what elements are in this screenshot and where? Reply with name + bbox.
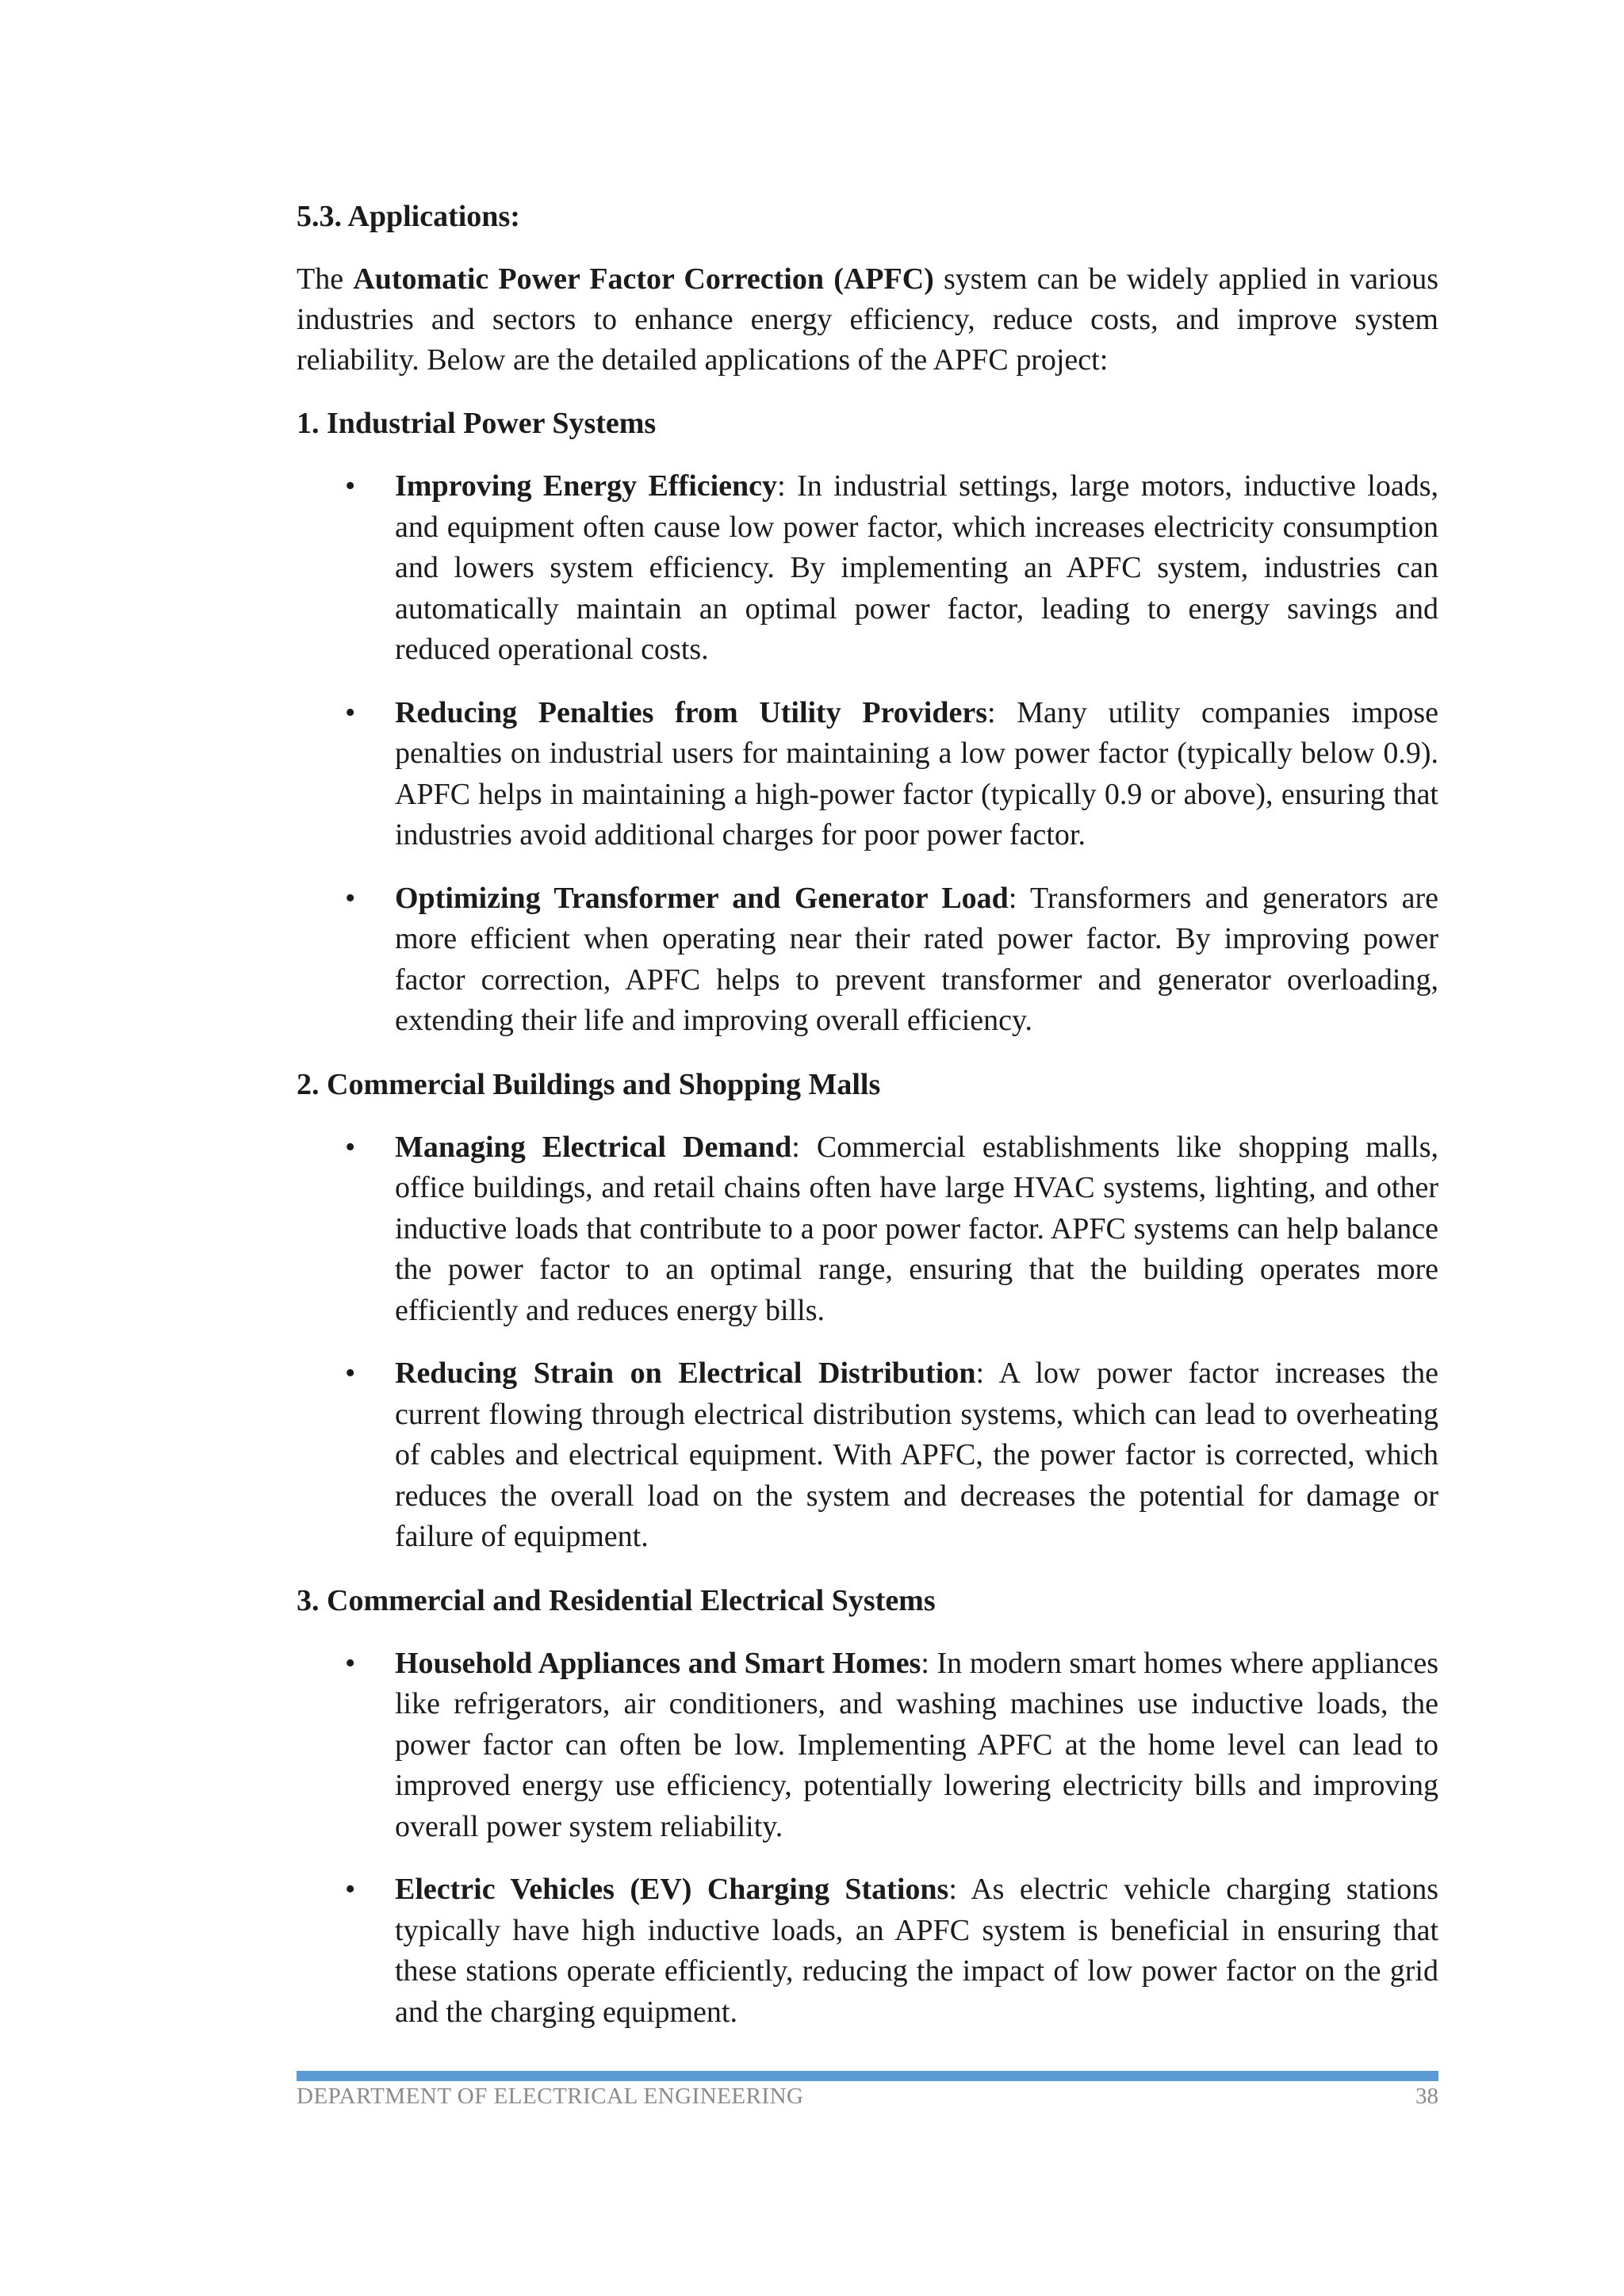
footer-department: DEPARTMENT OF ELECTRICAL ENGINEERING xyxy=(297,2084,804,2109)
page-content xyxy=(297,196,1438,2055)
footer-page-number: 38 xyxy=(1415,2084,1438,2109)
bullet-text: : A low power factor increases the current flowing through electrical distribution systems, which can lead to overheating of cables and electrical equipment. With APFC, the power factor is corrected, which reduces the overall load on the system and decreases the potential for damage or failure of equipment. xyxy=(395,1357,1439,1553)
page-footer xyxy=(297,2084,1438,2115)
bullet-icon: • xyxy=(345,469,356,503)
bullet-icon: • xyxy=(345,1646,356,1680)
bullet-text: : Commercial establishments like shopping malls, office buildings, and retail chains often have large HVAC systems, lighting, and other inductive loads that contribute to a poor power factor. APFC systems can help balance the power factor to an optimal range, ensuring that the building operates more efficiently and reduces energy bills. xyxy=(395,1130,1438,1327)
bullet-icon: • xyxy=(345,1873,356,1906)
intro-prefix: The xyxy=(297,262,354,296)
bullet-item xyxy=(297,466,1438,671)
bullet-term: Reducing Penalties from Utility Providers xyxy=(395,695,987,729)
bullet-term: Optimizing Transformer and Generator Load xyxy=(395,881,1009,915)
intro-bold-term: Automatic Power Factor Correction (APFC) xyxy=(353,262,934,296)
bullet-item xyxy=(297,1644,1438,1848)
bullet-icon: • xyxy=(345,1357,356,1390)
bullet-text: : In industrial settings, large motors, inductive loads, and equipment often cause low power factor, which increases electricity consumption and lowers system efficiency. By implementing an APFC system, industries can automatically maintain an optimal power factor, leading to energy savings and reduced operational costs. xyxy=(395,469,1438,666)
group-heading-residential: 3. Commercial and Residential Electrical Systems xyxy=(297,1583,936,1617)
bullet-text: : In modern smart homes where appliances like refrigerators, air conditioners, and washing machines use inductive loads, the power factor can often be low. Implementing APFC at the home level can lead to improved energy use efficiency, potentially lowering electricity bills and improving overall power system reliability. xyxy=(395,1646,1439,1843)
bullet-item xyxy=(297,1353,1438,1558)
footer-divider-bar xyxy=(297,2071,1438,2081)
bullet-item xyxy=(297,693,1438,856)
section-title: 5.3. Applications: xyxy=(297,200,520,233)
bullet-item xyxy=(297,878,1438,1042)
bullet-icon: • xyxy=(345,1130,356,1164)
bullet-term: Improving Energy Efficiency xyxy=(395,469,778,503)
bullet-term: Managing Electrical Demand xyxy=(395,1130,792,1164)
bullet-text: : Transformers and generators are more efficient when operating near their rated power factor. By improving power factor correction, APFC helps to prevent transformer and generator overloading, extending their life and improving overall efficiency. xyxy=(395,881,1438,1037)
group-heading-industrial: 1. Industrial Power Systems xyxy=(297,407,657,440)
intro-paragraph xyxy=(297,259,1438,381)
intro-rest: system can be widely applied in various industries and sectors to enhance energy efficiency, reduce costs, and improve system reliability. Below are the detailed applications of the APFC project: xyxy=(297,262,1439,377)
bullet-icon: • xyxy=(345,881,356,915)
bullet-icon: • xyxy=(345,695,356,729)
bullet-term: Electric Vehicles (EV) Charging Stations xyxy=(395,1873,949,1906)
bullet-item xyxy=(297,1869,1438,2033)
bullet-item xyxy=(297,1127,1438,1332)
bullet-text: : Many utility companies impose penalties on industrial users for maintaining a low power factor (typically below 0.9). APFC helps in maintaining a high-power factor (typically 0.9 or above), ensuring that industries avoid additional charges for poor power factor. xyxy=(395,695,1438,851)
bullet-term: Reducing Strain on Electrical Distribution xyxy=(395,1357,976,1390)
bullet-term: Household Appliances and Smart Homes xyxy=(395,1646,921,1680)
bullet-text: : As electric vehicle charging stations typically have high inductive loads, an APFC system is beneficial in ensuring that these stations operate efficiently, reducing the impact of low power factor on the grid and the charging equipment. xyxy=(395,1873,1438,2029)
group-heading-commercial: 2. Commercial Buildings and Shopping Malls xyxy=(297,1067,881,1101)
